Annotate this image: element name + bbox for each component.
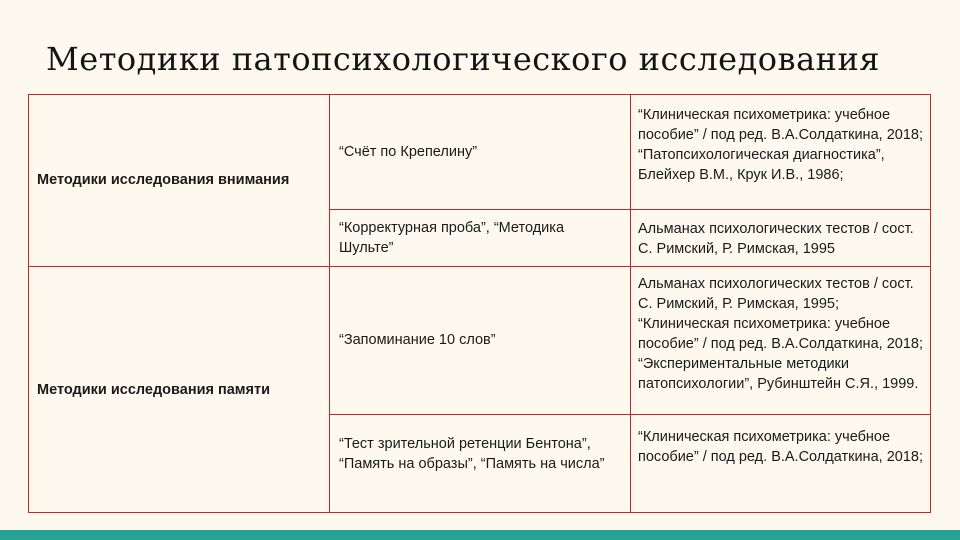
column-divider [630, 94, 631, 513]
method-benton: “Тест зрительной ретенции Бентона”, “Память на образы”, “Память на числа” [339, 436, 605, 472]
reference-almanac: Альманах психологических тестов / сост. С. Римский, Р. Римская, 1995 [638, 221, 914, 257]
methods-table [28, 94, 931, 513]
reference-10-words: Альманах психологических тестов / сост. С. Римский, Р. Римская, 1995; “Клиническая психометрика: учебное пособие” / под ред. В.А.Солдаткина, 2018; “Экспериментальные методики патопсихологии”, Рубинштейн С.Я., 1999. [638, 276, 923, 392]
method-kraepelin: “Счёт по Крепелину” [339, 143, 478, 160]
slide-title: Методики патопсихологического исследования [46, 40, 880, 78]
table-border-left [28, 94, 29, 513]
footer-accent-bar [0, 530, 960, 540]
column-divider [329, 94, 330, 513]
row-divider [28, 266, 931, 267]
table-border-top [28, 94, 931, 95]
category-memory: Методики исследования памяти [37, 381, 271, 398]
table-border-bottom [28, 512, 931, 513]
category-attention: Методики исследования внимания [37, 172, 290, 188]
reference-kraepelin: “Клиническая психометрика: учебное пособие” / под ред. В.А.Солдаткина, 2018; “Патопсихологическая диагностика”, Блейхер В.М., Крук И.В., 1986; [638, 107, 923, 183]
method-proofreading-schulte: “Корректурная проба”, “Методика Шульте” [339, 219, 565, 256]
method-10-words: “Запоминание 10 слов” [339, 332, 496, 348]
reference-benton: “Клиническая психометрика: учебное пособие” / под ред. В.А.Солдаткина, 2018; [638, 429, 923, 465]
table-border-right [930, 94, 931, 513]
